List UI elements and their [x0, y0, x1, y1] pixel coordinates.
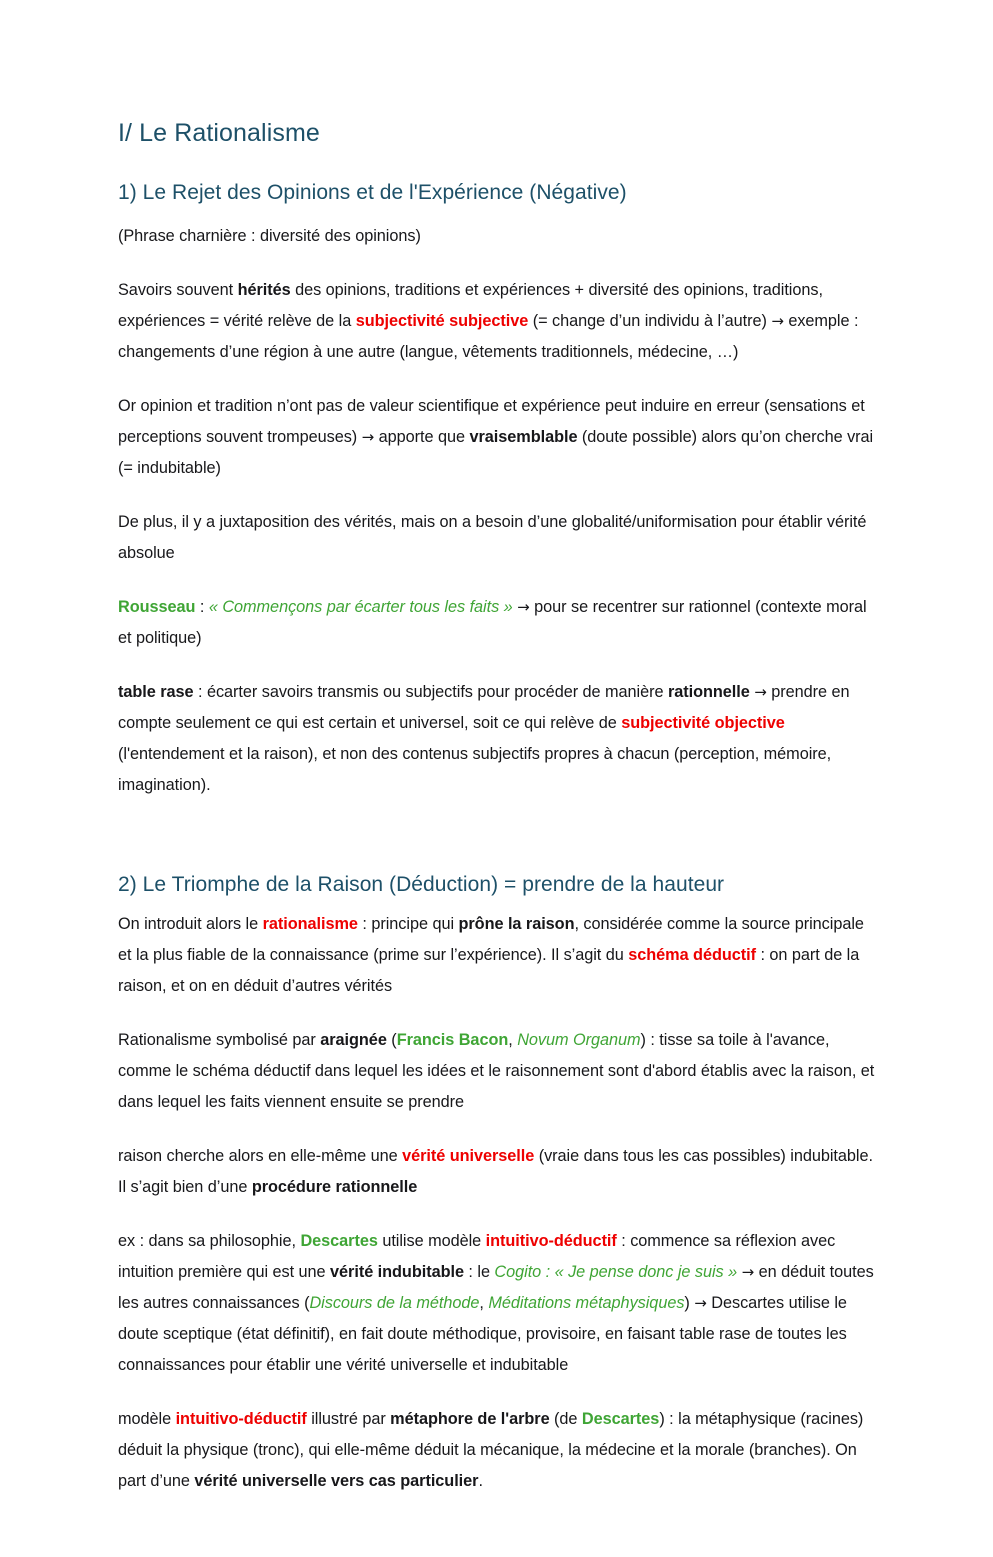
text-run: : commence sa réflexion avec intuition première qui est une	[118, 1231, 836, 1281]
highlight-red-run: subjectivité subjective	[355, 311, 529, 330]
bold-run: hérités	[237, 280, 291, 299]
work-title-meditations: Méditations métaphysiques	[488, 1293, 685, 1312]
text-run: ,	[508, 1030, 518, 1049]
paragraph-1-4-rousseau	[118, 592, 881, 654]
paragraph-2-3	[118, 1141, 881, 1203]
text-run: ) : tisse sa toile à l'avance, comme le schéma déductif dans lequel les idées et le raisonnement sont d'abord établis avec la raison, et dans lequel les faits viennent ensuite se prendre	[118, 1030, 875, 1111]
text-run: ) : la métaphysique (racines) déduit la physique (tronc), qui elle-même déduit la mécanique, la médecine et la morale (branches). On part d’une	[118, 1409, 864, 1490]
bold-run: procédure rationnelle	[251, 1177, 418, 1196]
text-run: )	[684, 1293, 695, 1312]
paragraph-1-5-table-rase	[118, 677, 881, 801]
bold-run: vérité indubitable	[330, 1262, 464, 1281]
paragraph-2-1	[118, 909, 881, 1002]
arrow-icon: →	[741, 1262, 755, 1281]
bold-run: vraisemblable	[469, 427, 578, 446]
text-run: pour se recentrer sur rationnel (contexte moral et politique)	[118, 597, 867, 647]
arrow-icon: →	[771, 311, 784, 330]
bold-run: rationnelle	[667, 682, 750, 701]
paragraph-2-5-arbre	[118, 1404, 881, 1497]
text-run: Savoirs souvent	[118, 280, 238, 299]
text-run: (de	[549, 1409, 582, 1428]
bold-run: table rase	[118, 682, 194, 701]
text-run: (vraie dans tous les cas possibles) indubitable. Il s’agit bien d’une	[118, 1146, 873, 1196]
document-content	[118, 118, 881, 1497]
author-name-rousseau: Rousseau	[118, 597, 196, 616]
text-run: (doute possible) alors qu’on cherche vrai (= indubitable)	[118, 427, 874, 477]
text-run: : écarter savoirs transmis ou subjectifs pour procéder de manière	[193, 682, 668, 701]
bold-run: métaphore de l'arbre	[390, 1409, 550, 1428]
work-title-discours: Discours de la méthode	[309, 1293, 480, 1312]
paragraph-1-3	[118, 507, 881, 569]
text-run: utilise modèle	[377, 1231, 486, 1250]
quote-run: « Je pense donc je suis »	[554, 1262, 738, 1281]
text-run: apporte que	[374, 427, 470, 446]
paragraph-2-2-bacon	[118, 1025, 881, 1118]
paragraph-1-2	[118, 391, 881, 484]
text-run: .	[478, 1471, 483, 1490]
author-name-descartes: Descartes	[581, 1409, 660, 1428]
quote-run: « Commençons par écarter tous les faits »	[208, 597, 513, 616]
text-run: Rationalisme symbolisé par	[118, 1030, 321, 1049]
section-spacer	[118, 824, 881, 871]
arrow-icon: →	[361, 427, 375, 446]
text-run: raison cherche alors en elle-même une	[118, 1146, 403, 1165]
author-name-francis-bacon: Francis Bacon	[396, 1030, 509, 1049]
text-run: Descartes utilise le doute sceptique (état définitif), en fait doute méthodique, provisoire, en faisant table rase de toutes les connaissances pour établir une vérité universelle et indubitable	[118, 1293, 847, 1374]
text-run: ,	[479, 1293, 489, 1312]
text-run: (Phrase charnière : diversité des opinions)	[118, 226, 421, 245]
author-name-descartes: Descartes	[300, 1231, 378, 1250]
bold-run: vérité universelle vers cas particulier	[194, 1471, 479, 1490]
highlight-red-run: rationalisme	[262, 914, 358, 933]
text-run: modèle	[118, 1409, 176, 1428]
bold-run: prône la raison	[458, 914, 575, 933]
text-run: :	[541, 1262, 555, 1281]
arrow-icon: →	[694, 1293, 707, 1312]
text-run: (	[386, 1030, 397, 1049]
text-run: (l'entendement et la raison), et non des contenus subjectifs propres à chacun (perception, mémoire, imagination).	[118, 744, 832, 794]
text-run: en déduit toutes les autres connaissances (	[118, 1262, 874, 1312]
text-run: : le	[463, 1262, 495, 1281]
text-run: (= change d’un individu à l’autre)	[528, 311, 772, 330]
highlight-red-run: schéma déductif	[628, 945, 756, 964]
section-heading-2: 2) Le Triomphe de la Raison (Déduction) = prendre de la hauteur	[118, 872, 725, 896]
highlight-red-run: intuitivo-déductif	[485, 1231, 617, 1250]
text-run: Or opinion et tradition n’ont pas de valeur scientifique et expérience peut induire en erreur (sensations et perceptions souvent trompeuses)	[118, 396, 865, 446]
arrow-icon: →	[517, 597, 530, 616]
highlight-red-run: intuitivo-déductif	[175, 1409, 307, 1428]
page-title: I/ Le Rationalisme	[118, 119, 320, 147]
text-run: exemple : changements d’une région à une autre (langue, vêtements traditionnels, médecine, …)	[118, 311, 859, 361]
paragraph-2-4-descartes	[118, 1226, 881, 1381]
text-run: ex : dans sa philosophie,	[118, 1231, 301, 1250]
text-run: De plus, il y a juxtaposition des vérités, mais on a besoin d’une globalité/uniformisation pour établir vérité absolue	[118, 512, 867, 562]
paragraph-intro-1	[118, 221, 881, 252]
text-run: prendre en compte seulement ce qui est certain et universel, soit ce qui relève de	[118, 682, 850, 732]
text-run: On introduit alors le	[118, 914, 263, 933]
highlight-red-run: vérité universelle	[402, 1146, 535, 1165]
work-title-novum-organum: Novum Organum	[517, 1030, 641, 1049]
text-run: :	[195, 597, 209, 616]
concept-cogito: Cogito	[494, 1262, 542, 1281]
bold-run: araignée	[320, 1030, 387, 1049]
text-run: : principe qui	[357, 914, 459, 933]
text-run: illustré par	[306, 1409, 391, 1428]
arrow-icon: →	[754, 682, 767, 701]
text-run: : on part de la raison, et on en déduit d’autres vérités	[118, 945, 860, 995]
text-run: des opinions, traditions et expériences + diversité des opinions, traditions, expériences = vérité relève de la	[118, 280, 823, 330]
text-run: , considérée comme la source principale et la plus fiable de la connaissance (prime sur l’expérience). Il s’agit du	[118, 914, 864, 964]
paragraph-1-1	[118, 275, 881, 368]
section-heading-1: 1) Le Rejet des Opinions et de l'Expérience (Négative)	[118, 181, 627, 205]
highlight-red-run: subjectivité objective	[621, 713, 785, 732]
